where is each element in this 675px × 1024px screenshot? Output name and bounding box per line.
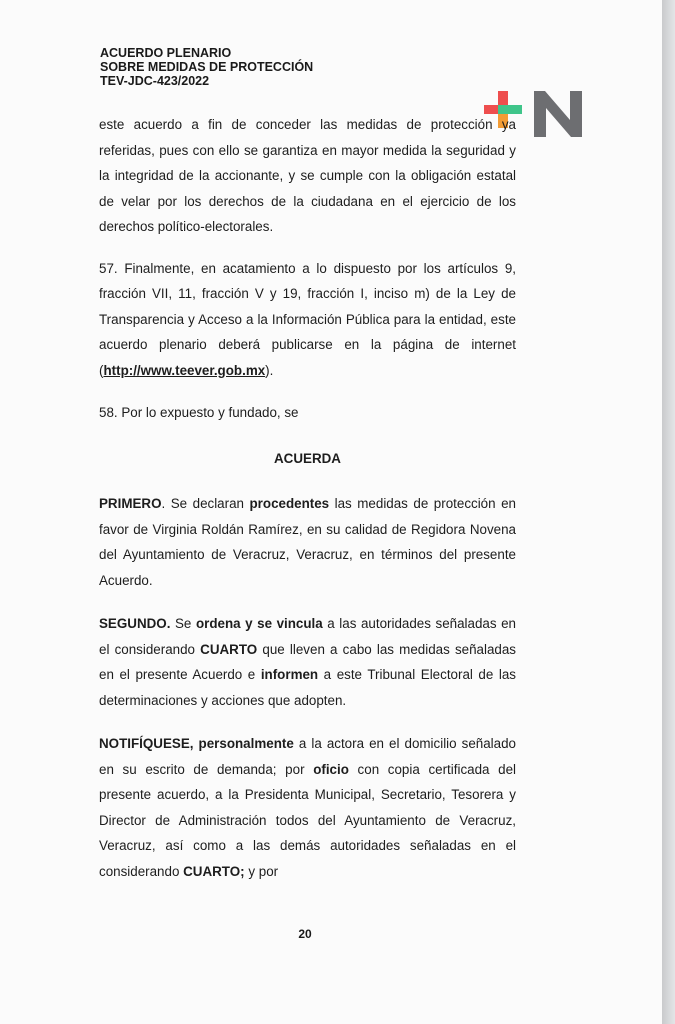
notifiquese-bold-1: oficio bbox=[313, 761, 349, 777]
page-edge-shadow bbox=[662, 0, 675, 1024]
notifiquese-label: NOTIFÍQUESE, personalmente bbox=[99, 736, 294, 751]
paragraph-57-end: ). bbox=[265, 362, 274, 378]
segundo-text-1: Se bbox=[170, 616, 196, 631]
resolution-segundo bbox=[99, 611, 516, 713]
paragraph-57-text: 57. Finalmente, en acatamiento a lo dispuesto por los artículos 9, fracción VII, 11, fracción V y 19, fracción I, inciso m) de la Ley de Transparencia y Acceso a la Información Pública para la entidad, este acuerdo plenario deberá publicarse en la página de internet ( bbox=[99, 260, 516, 378]
paragraph-58: 58. Por lo expuesto y fundado, se bbox=[99, 405, 299, 420]
segundo-bold-3: informen bbox=[260, 667, 319, 682]
segundo-text-2: a las autoridades señaladas en el considerando bbox=[99, 616, 516, 657]
notifiquese-text-1: a la actora en el domicilio señalado en su escrito de demanda; por bbox=[99, 736, 516, 777]
notifiquese-text-3: y por bbox=[244, 863, 279, 879]
segundo-text-4: a este Tribunal Electoral de las determinaciones y acciones que adopten. bbox=[99, 667, 516, 708]
logo-plus-top bbox=[498, 91, 508, 105]
resolution-notifiquese bbox=[99, 731, 516, 884]
primero-label: PRIMERO bbox=[99, 496, 162, 511]
header-case-number: TEV-JDC-423/2022 bbox=[100, 74, 210, 88]
segundo-text-3: que lleven a cabo las medidas señaladas en el presente Acuerdo e bbox=[99, 641, 517, 682]
primero-text-1: . Se declaran bbox=[161, 496, 250, 511]
segundo-bold-2: CUARTO bbox=[200, 641, 258, 657]
paragraph-continuation: este acuerdo a fin de conceder las medidas de protección ya referidas, pues con ello se garantiza en mayor medida la seguridad y la integridad de la accionante, y se cumple con la obligación estatal de velar por los derechos de la ciudadana en el ejercicio de los derechos político-electorales. bbox=[99, 117, 516, 234]
notifiquese-bold-2: CUARTO; bbox=[183, 863, 245, 879]
document-body bbox=[99, 112, 516, 884]
teever-website-link[interactable]: http://www.teever.gob.mx bbox=[103, 362, 266, 378]
paragraph-57 bbox=[99, 256, 516, 384]
document-header bbox=[100, 46, 313, 88]
logo-n-letter bbox=[534, 91, 582, 137]
header-subtitle: SOBRE MEDIDAS DE PROTECCIÓN bbox=[100, 60, 314, 74]
notifiquese-text-2: con copia certificada del presente acuerdo, a la Presidenta Municipal, Secretario, Tesorera y Director de Administración todos del Ayuntamiento de Veracruz, Veracruz, así como a las demás autoridades señaladas en el considerando bbox=[99, 761, 517, 879]
resolution-primero bbox=[99, 491, 516, 593]
section-heading-acuerda: ACUERDA bbox=[274, 450, 341, 466]
primero-text-2: las medidas de protección en favor de Virginia Roldán Ramírez, en su calidad de Regidora Novena del Ayuntamiento de Veracruz, Veracruz, en términos del presente Acuerdo. bbox=[99, 496, 516, 588]
page-number: 20 bbox=[298, 927, 312, 941]
primero-bold: procedentes bbox=[249, 496, 330, 511]
header-title: ACUERDO PLENARIO bbox=[100, 46, 232, 60]
segundo-label: SEGUNDO. bbox=[99, 616, 171, 631]
segundo-bold-1: ordena y se vincula bbox=[195, 616, 323, 631]
